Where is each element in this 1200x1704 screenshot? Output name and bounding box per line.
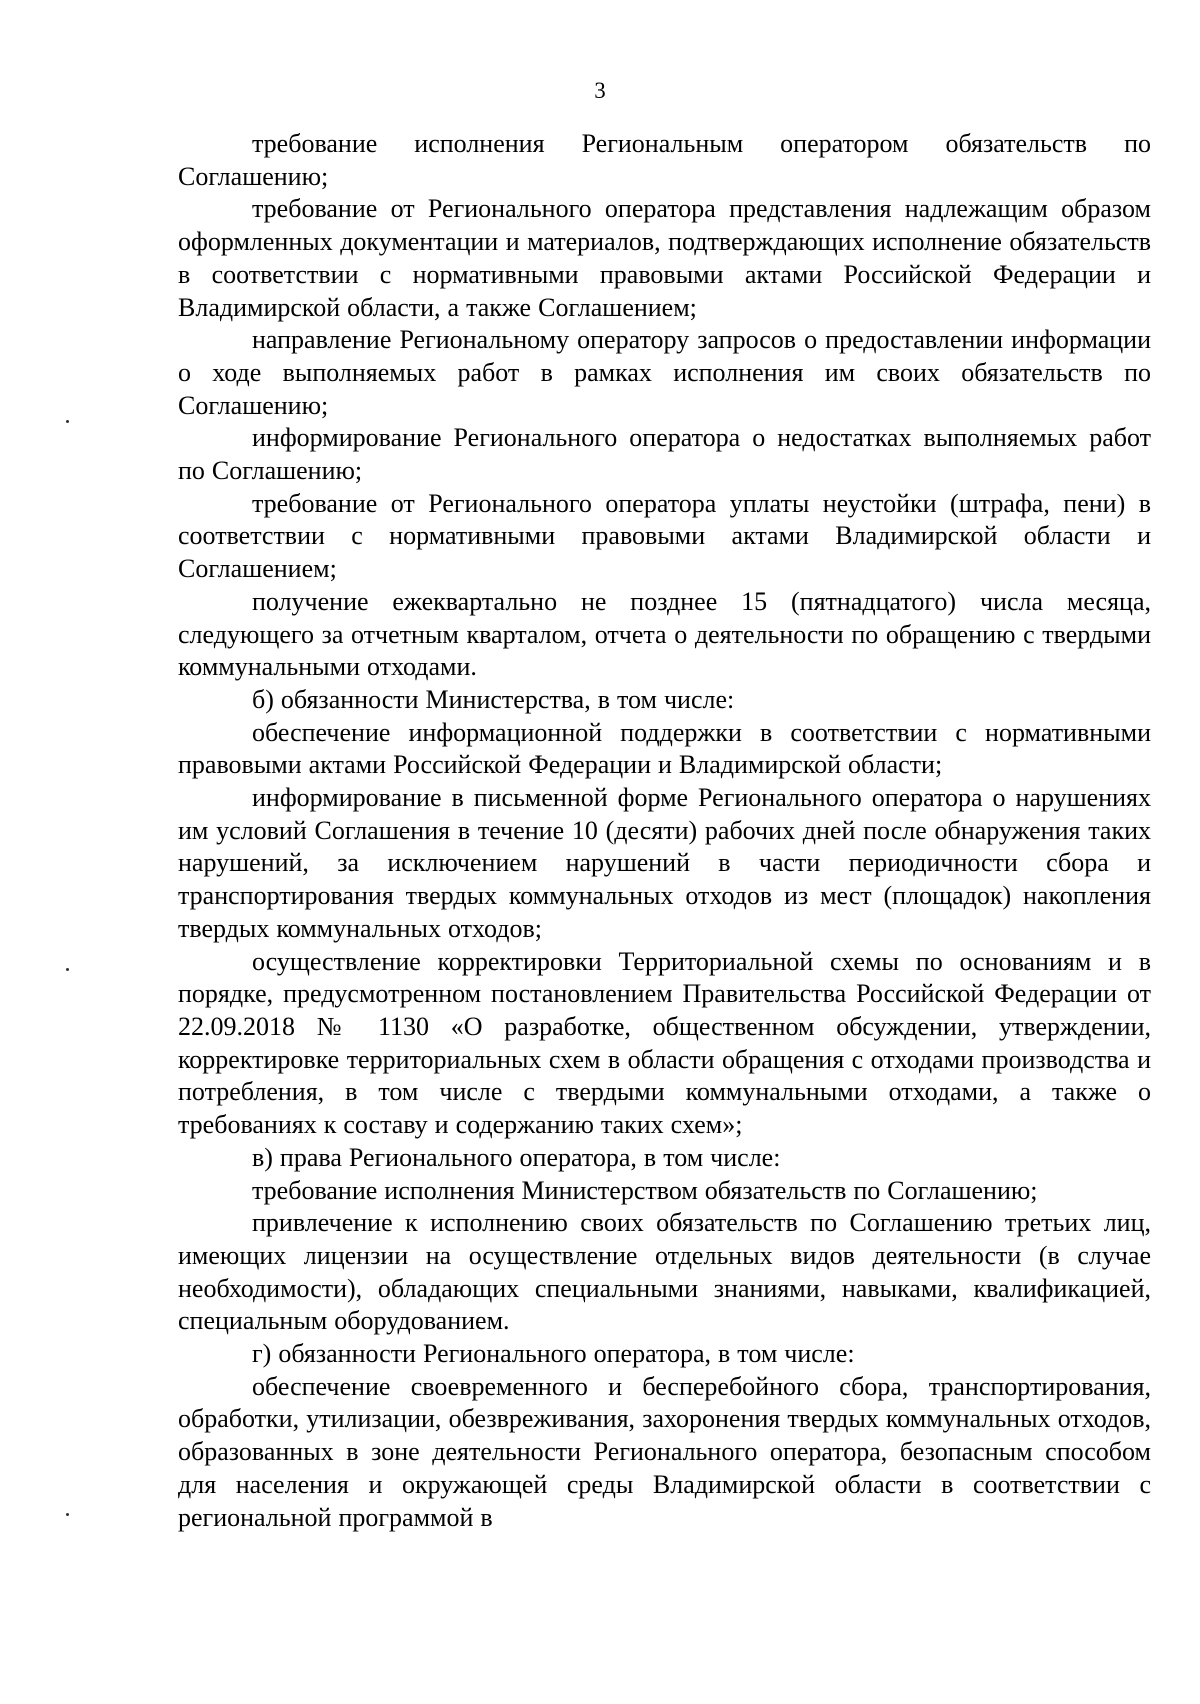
paragraph: направление Региональному оператору запросов о предоставлении информации о ходе выполняемых работ в рамках исполнения им своих обязательств по Соглашению; [178, 325, 1151, 420]
paragraph: информирование Регионального оператора о недостатках выполняемых работ по Соглашению; [178, 423, 1151, 486]
scan-speck [66, 420, 69, 423]
paragraph: требование от Регионального оператора представления надлежащим образом оформленных документации и материалов, подтверждающих исполнение обязательств в соответствии с нормативными правовыми актами Российской Федерации и Владимирской области, а также Соглашением; [178, 194, 1151, 322]
paragraph: обеспечение своевременного и бесперебойного сбора, транспортирования, обработки, утилизации, обезвреживания, захоронения твердых коммунальных отходов, образованных в зоне деятельности Регионального оператора, безопасным способом для населения и окружающей среды Владимирской области в соответствии с региональной программой в [178, 1371, 1151, 1532]
paragraph: требование исполнения Министерством обязательств по Соглашению; [252, 1175, 1038, 1205]
paragraph: получение ежеквартально не позднее 15 (пятнадцатого) числа месяца, следующего за отчетным кварталом, отчета о деятельности по обращению с твердыми коммунальными отходами. [178, 586, 1151, 682]
paragraph: привлечение к исполнению своих обязательств по Соглашению третьих лиц, имеющих лицензии на осуществление отдельных видов деятельности (в случае необходимости), обладающих специальными знаниями, навыками, квалификацией, специальным оборудованием. [178, 1208, 1151, 1336]
document-body [178, 128, 1151, 1534]
scan-speck [66, 1513, 69, 1516]
paragraph: осуществление корректировки Территориальной схемы по основаниям и в порядке, предусмотренном постановлением Правительства Российской Федерации от 22.09.2018 № 1130 «О разработке, общественном обсуждении, утверждении, корректировке территориальных схем в области обращения с отходами производства и потребления, в том числе с твердыми коммунальными отходами, а также о требованиях к составу и содержанию таких схем»; [178, 946, 1151, 1140]
section-heading: в) права Регионального оператора, в том числе: [252, 1142, 781, 1172]
scan-speck [66, 968, 69, 971]
paragraph: требование от Регионального оператора уплаты неустойки (штрафа, пени) в соответствии с нормативными правовыми актами Владимирской области и Соглашением; [178, 488, 1151, 584]
page-number: 3 [594, 78, 606, 103]
paragraph: требование исполнения Региональным оператором обязательств по Соглашению; [178, 129, 1151, 191]
paragraph: информирование в письменной форме Регионального оператора о нарушениях им условий Соглашения в течение 10 (десяти) рабочих дней после обнаружения таких нарушений, за исключением нарушений в части периодичности сбора и транспортирования твердых коммунальных отходов из мест (площадок) накопления твердых коммунальных отходов; [178, 783, 1151, 943]
section-heading: б) обязанности Министерства, в том числе: [252, 684, 735, 714]
section-heading: г) обязанности Регионального оператора, в том числе: [252, 1339, 855, 1369]
paragraph: обеспечение информационной поддержки в соответствии с нормативными правовыми актами Российской Федерации и Владимирской области; [178, 717, 1151, 780]
